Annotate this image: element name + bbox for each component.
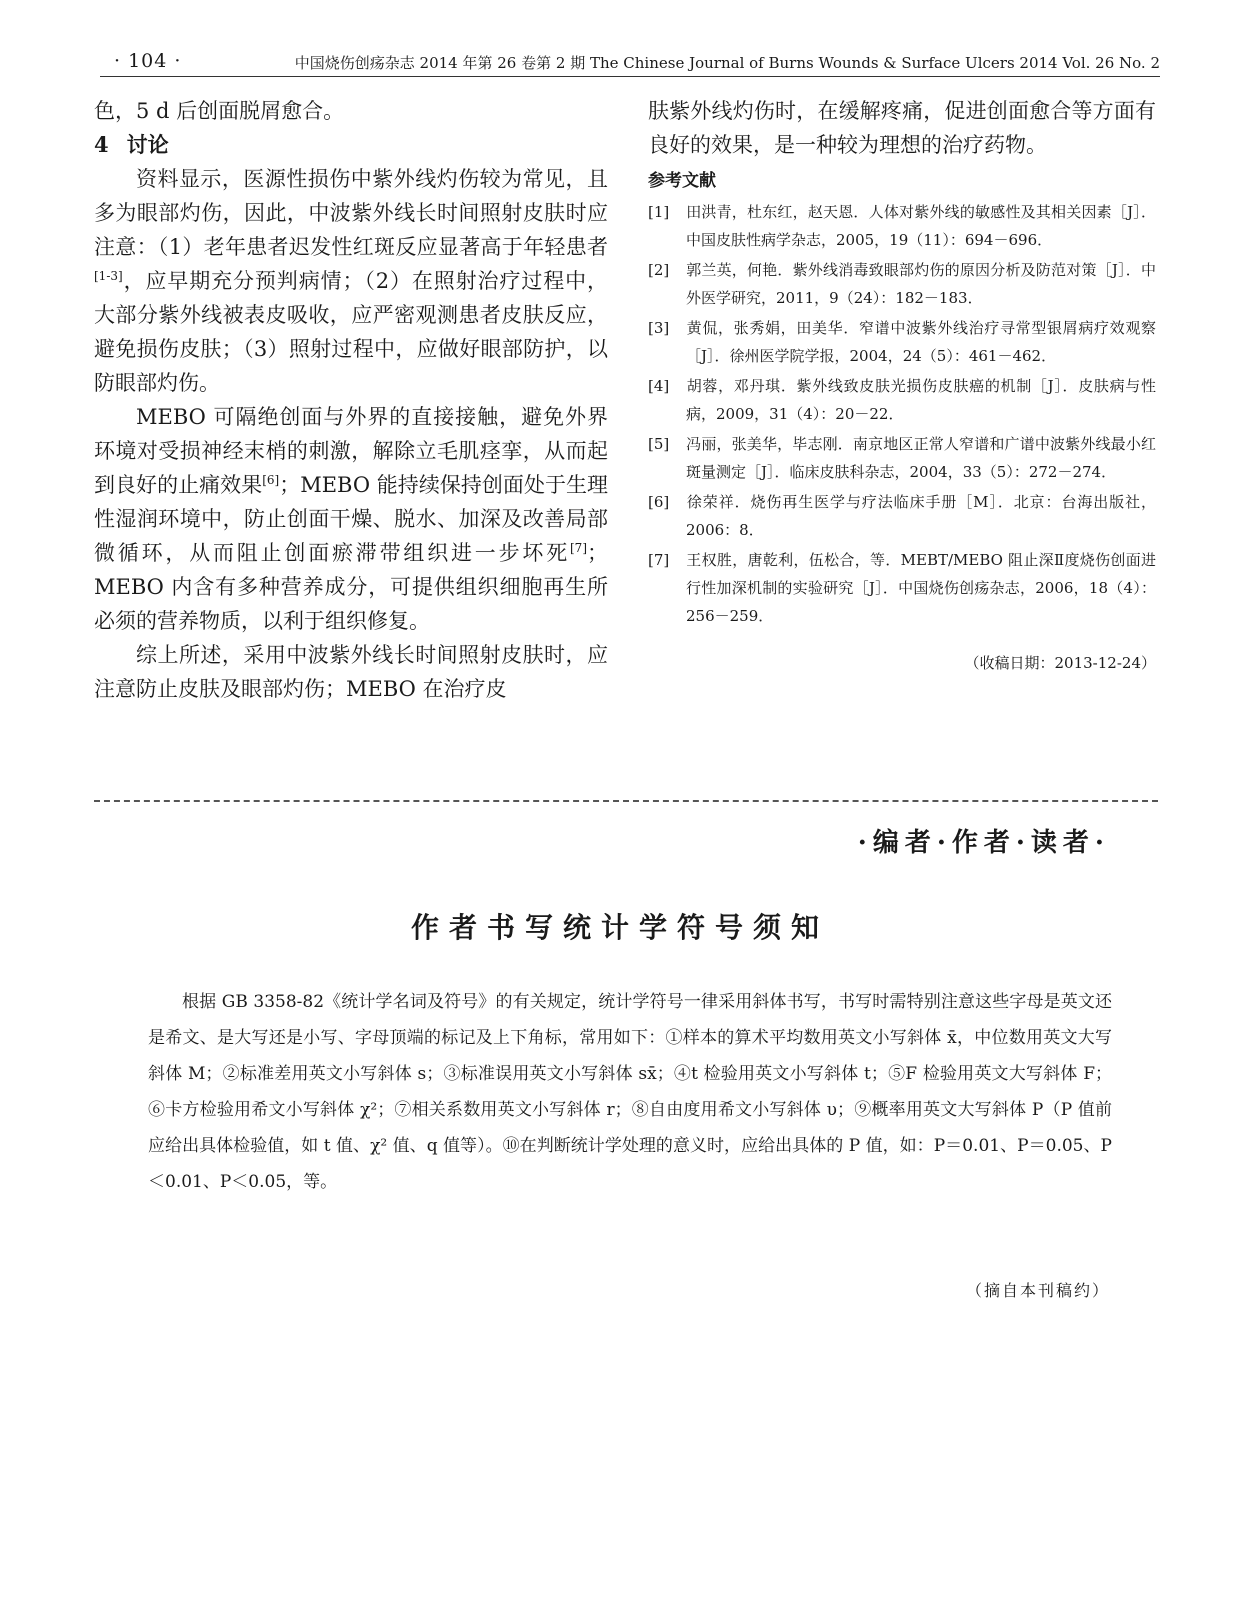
references-title: 参考文献 (648, 171, 716, 191)
reference-item (648, 198, 1156, 254)
section-title: 讨论 (126, 132, 169, 157)
section-divider (94, 800, 1158, 802)
reference-text: 郭兰英，何艳．紫外线消毒致眼部灼伤的原因分析及防范对策［J］．中外医学研究，2011，9（24）：182－183． (686, 261, 1156, 307)
paragraph-continued: 肤紫外线灼伤时，在缓解疼痛，促进创面愈合等方面有良好的效果，是一种较为理想的治疗药物。 (648, 99, 1156, 157)
reference-index: [6] (648, 493, 670, 511)
left-column (94, 94, 608, 706)
right-column (648, 94, 1156, 673)
reference-index: [7] (648, 551, 670, 569)
citation: [7] (570, 541, 587, 555)
page-number: · 104 · (114, 50, 182, 72)
reference-text: 王权胜，唐乾利，伍松合，等．MEBT/MEBO 阻止深Ⅱ度烧伤创面进行性加深机制的实验研究［J］．中国烧伤创疡杂志，2006，18（4）：256－259． (686, 551, 1156, 625)
discussion-paragraph-2 (94, 400, 608, 638)
paragraph-continued: 色，5 d 后创面脱屑愈合。 (94, 99, 345, 123)
reference-text: 黄侃，张秀娟，田美华．窄谱中波紫外线治疗寻常型银屑病疗效观察［J］．徐州医学院学报，2004，24（5）：461－462． (686, 319, 1156, 365)
reference-item (648, 488, 1156, 544)
paragraph-text: ；MEBO 内含有多种营养成分，可提供组织细胞再生所必须的营养物质，以利于组织修复。 (94, 541, 608, 633)
paragraph-text: ，应早期充分预判病情；（2）在照射治疗过程中，大部分紫外线被表皮吸收，应严密观测患者皮肤反应，避免损伤皮肤；（3）照射过程中，应做好眼部防护，以防眼部灼伤。 (94, 269, 608, 395)
reference-text: 徐荣祥．烧伤再生医学与疗法临床手册［M］．北京：台海出版社，2006：8． (686, 493, 1156, 539)
notice-title: 作者书写统计学符号须知 (410, 911, 829, 944)
reference-text: 胡蓉，邓丹琪．紫外线致皮肤光损伤皮肤癌的机制［J］．皮肤病与性病，2009，31（4）：20－22． (686, 377, 1156, 423)
reference-item (648, 430, 1156, 486)
citation: [1-3] (94, 269, 123, 283)
reference-item (648, 546, 1156, 630)
reference-item (648, 372, 1156, 428)
reference-item (648, 314, 1156, 370)
notice-body: 根据 GB 3358-82《统计学名词及符号》的有关规定，统计学符号一律采用斜体书写，书写时需特别注意这些字母是英文还是希文、是大写还是小写、字母顶端的标记及上下角标，常用如下：①样本的算术平均数用英文小写斜体 x̄，中位数用英文大写斜体 M；②标准差用英文小写斜体 s；③标准误用英文小写斜体 sx̄；④t 检验用英文小写斜体 t；⑤F 检验用英文大写斜体 F；⑥卡方检验用希文小写斜体 χ²；⑦相关系数用英文小写斜体 r；⑧自由度用希文小写斜体 υ；⑨概率用英文大写斜体 P（P 值前应给出具体检验值，如 t 值、χ² 值、q 值等）。⑩在判断统计学处理的意义时，应给出具体的 P 值，如：P＝0.01、P＝0.05、P＜0.01、P＜0.05，等。 (148, 992, 1112, 1192)
section-number: 4 (94, 132, 109, 157)
page-header (100, 48, 1160, 78)
header-rule (100, 76, 1160, 77)
section-heading (94, 128, 608, 162)
reference-index: [4] (648, 377, 670, 395)
citation: [6] (262, 473, 280, 487)
discussion-paragraph-1 (94, 162, 608, 400)
paragraph-text: 资料显示，医源性损伤中紫外线灼伤较为常见，且多为眼部灼伤，因此，中波紫外线长时间照射皮肤时应注意：（1）老年患者迟发性红斑反应显著高于年轻患者 (94, 167, 608, 259)
notice-source: （摘自本刊稿约） (965, 1281, 1110, 1300)
paragraph-text: ；MEBO 能持续保持创面处于生理性湿润环境中，防止创面干燥、脱水、加深及改善局部微循环，从而阻止创面瘀滞带组织进一步坏死 (94, 473, 609, 565)
running-head: 中国烧伤创疡杂志 2014 年第 26 卷第 2 期 The Chinese Journal of Burns Wounds & Surface Ulcers 2014 Vol. 26 No. 2 (294, 54, 1160, 72)
reference-index: [3] (648, 319, 670, 337)
received-date: （收稿日期：2013-12-24） (964, 654, 1156, 672)
reference-index: [5] (648, 435, 670, 453)
paragraph-text: MEBO 可隔绝创面与外界的直接接触，避免外界环境对受损神经末梢的刺激，解除立毛肌痉挛，从而起到良好的止痛效果 (94, 405, 608, 497)
reference-item (648, 256, 1156, 312)
column-heading: ·编者·作者·读者· (857, 828, 1110, 858)
reference-text: 田洪青，杜东红，赵天恩．人体对紫外线的敏感性及其相关因素［J］．中国皮肤性病学杂志，2005，19（11）：694－696． (686, 203, 1156, 249)
reference-index: [2] (648, 261, 670, 279)
discussion-paragraph-3: 综上所述，采用中波紫外线长时间照射皮肤时，应注意防止皮肤及眼部灼伤；MEBO 在治疗皮 (94, 643, 608, 701)
reference-index: [1] (648, 203, 670, 221)
reference-text: 冯丽，张美华，毕志刚．南京地区正常人窄谱和广谱中波紫外线最小红斑量测定［J］．临床皮肤科杂志，2004，33（5）：272－274． (686, 435, 1156, 481)
